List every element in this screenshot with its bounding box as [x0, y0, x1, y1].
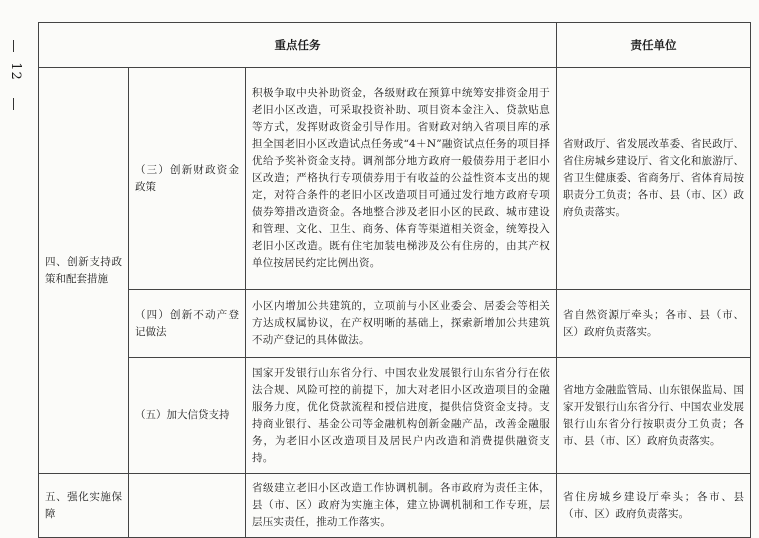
category-cell: 四、创新支持政策和配套措施 [39, 68, 129, 474]
responsible-cell: 省住房城乡建设厅牵头；各市、县（市、区）政府负责落实。 [557, 474, 751, 538]
table-row [39, 290, 751, 358]
task-table [38, 22, 751, 538]
subtask-cell: （三）创新财政资金政策 [129, 68, 246, 290]
task-text-cell: 积极争取中央补助资金，各级财政在预算中统筹安排资金用于老旧小区改造，可采取投资补助、项目资本金注入、贷款贴息等方式，发挥财政资金引导作用。省财政对纳入省项目库的承担全国老旧小区改造试点任务或“4＋N”融资试点任务的项目择优给予奖补资金支持。调剂部分地方政府一般债券用于老旧小区改造；严格执行专项债券用于有收益的公益性资本支出的规定，对符合条件的老旧小区改造项目可通过发行地方政府专项债券筹措改造资金。各地整合涉及老旧小区的民政、城市建设和管理、文化、卫生、商务、体育等渠道相关资金，统筹投入老旧小区改造。既有住宅加装电梯涉及公有住房的，由其产权单位按居民约定比例出资。 [246, 68, 557, 290]
page-number-dash-bottom [13, 98, 14, 110]
page-number: 12 [7, 62, 23, 81]
table-row [39, 68, 751, 290]
header-responsible: 责任单位 [557, 23, 751, 68]
subtask-cell: （五）加大信贷支持 [129, 358, 246, 474]
responsible-cell: 省财政厅、省发展改革委、省民政厅、省住房城乡建设厅、省文化和旅游厅、省卫生健康委、省商务厅、省体育局按职责分工负责；各市、县（市、区）政府负责落实。 [557, 68, 751, 290]
task-text-cell: 省级建立老旧小区改造工作协调机制。各市政府为责任主体，县（市、区）政府为实施主体，建立协调机制和工作专班，层层压实责任，推动工作落实。 [246, 474, 557, 538]
task-text-cell: 小区内增加公共建筑的，立项前与小区业委会、居委会等相关方达成权属协议，在产权明晰的基础上，探索新增加公共建筑不动产登记的具体做法。 [246, 290, 557, 358]
responsible-cell: 省自然资源厅牵头；各市、县（市、区）政府负责落实。 [557, 290, 751, 358]
table-header-row [39, 23, 751, 68]
task-text-cell: 国家开发银行山东省分行、中国农业发展银行山东省分行在依法合规、风险可控的前提下，加大对老旧小区改造项目的金融服务力度，优化贷款流程和授信进度，提供信贷资金支持。支持商业银行、基金公司等金融机构创新金融产品，改善金融服务，为老旧小区改造项目及居民户内改造和消费提供融资支持。 [246, 358, 557, 474]
responsible-cell: 省地方金融监管局、山东银保监局、国家开发银行山东省分行、中国农业发展银行山东省分行按职责分工负责；各市、县（市、区）政府负责落实。 [557, 358, 751, 474]
category-cell: 五、强化实施保障 [39, 474, 129, 538]
page-number-dash-top [13, 40, 14, 52]
subtask-cell [129, 474, 246, 538]
header-task: 重点任务 [39, 23, 557, 68]
subtask-cell: （四）创新不动产登记做法 [129, 290, 246, 358]
page-number-margin [0, 40, 30, 110]
table-row [39, 474, 751, 538]
table-row [39, 358, 751, 474]
